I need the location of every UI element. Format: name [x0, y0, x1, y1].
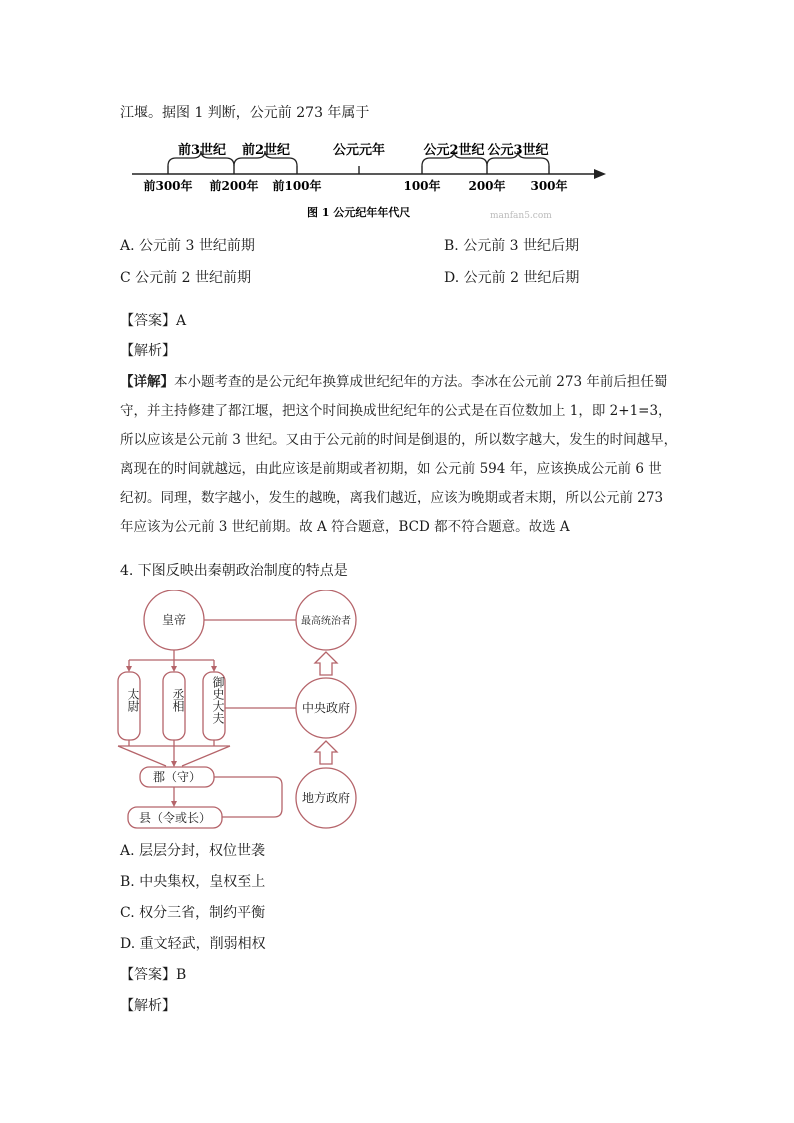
bracket-label: 前2世纪	[241, 143, 291, 158]
detail-line: 守，并主持修建了都江堰，把这个时间换成世纪纪年的公式是在百位数加上 1，即 2+1=3，	[120, 403, 672, 419]
tick-label: 200年	[468, 179, 506, 193]
central-gov-node: 中央政府	[301, 701, 351, 715]
tick-label: 前200年	[209, 179, 259, 193]
commandery-node: 郡（守）	[152, 770, 202, 784]
q4-option-b: B. 中央集权，皇权至上	[120, 874, 266, 890]
q4-answer: 【答案】B	[120, 967, 187, 983]
q3-detail	[120, 368, 680, 542]
bracket-label: 公元3世纪	[487, 143, 549, 158]
q3-option-a: A. 公元前 3 世纪前期	[120, 238, 255, 254]
tick-label: 100年	[403, 179, 441, 193]
figure-caption: 图 1 公元纪年年代尺	[307, 206, 411, 219]
detail-line: 年应该为公元前 3 世纪前期。故 A 符合题意，BCD 都不符合题意。故选 A	[120, 519, 570, 535]
detail-line: 所以应该是公元前 3 世纪。又由于公元前的时间是倒退的，所以数字越大，发生的时间越早，	[120, 432, 678, 448]
bracket-label: 前3世纪	[177, 143, 227, 158]
detail-line: 纪初。同理，数字越小，发生的越晚，离我们越近，应该为晚期或者末期，所以公元前 273	[120, 490, 664, 506]
detail-line: 本小题考查的是公元纪年换算成世纪纪年的方法。李冰在公元前 273 年前后担任蜀	[174, 374, 668, 390]
intro-line: 江堰。据图 1 判断，公元前 273 年属于	[120, 105, 370, 121]
supreme-ruler-node: 最高统治者	[301, 616, 351, 627]
detail-tag: 【详解】	[120, 374, 174, 390]
timeline-figure	[120, 136, 620, 226]
detail-line: 离现在的时间就越远，由此应该是前期或者初期，如 公元前 594 年，应该换成公元前 6 世	[120, 461, 662, 477]
tick-label: 前300年	[143, 179, 193, 193]
qin-system-diagram	[114, 590, 364, 835]
q4-option-c: C. 权分三省，制约平衡	[120, 905, 266, 921]
yushi-node: 御史大夫	[211, 676, 225, 724]
q3-option-c: C 公元前 2 世纪前期	[120, 270, 251, 286]
bracket-label: 公元元年	[332, 143, 386, 158]
tick-label: 300年	[530, 179, 568, 193]
county-node: 县（令或长）	[138, 811, 212, 825]
taiwei-node: 太尉	[126, 688, 140, 712]
chengxiang-node: 丞相	[171, 688, 185, 712]
q3-answer: 【答案】A	[120, 313, 187, 329]
q4-stem: 4. 下图反映出秦朝政治制度的特点是	[120, 563, 348, 579]
q4-option-d: D. 重文轻武，削弱相权	[120, 936, 266, 952]
watermark: manfan5.com	[490, 211, 552, 221]
q4-analysis-title: 【解析】	[120, 998, 176, 1014]
bracket-label: 公元2世纪	[423, 143, 485, 158]
q3-option-d: D. 公元前 2 世纪后期	[444, 270, 580, 286]
emperor-node: 皇帝	[161, 613, 187, 627]
q3-analysis-title: 【解析】	[120, 343, 176, 359]
local-gov-node: 地方政府	[301, 791, 351, 805]
q3-option-b: B. 公元前 3 世纪后期	[444, 238, 579, 254]
q4-option-a: A. 层层分封，权位世袭	[120, 843, 266, 859]
tick-label: 前100年	[272, 179, 322, 193]
